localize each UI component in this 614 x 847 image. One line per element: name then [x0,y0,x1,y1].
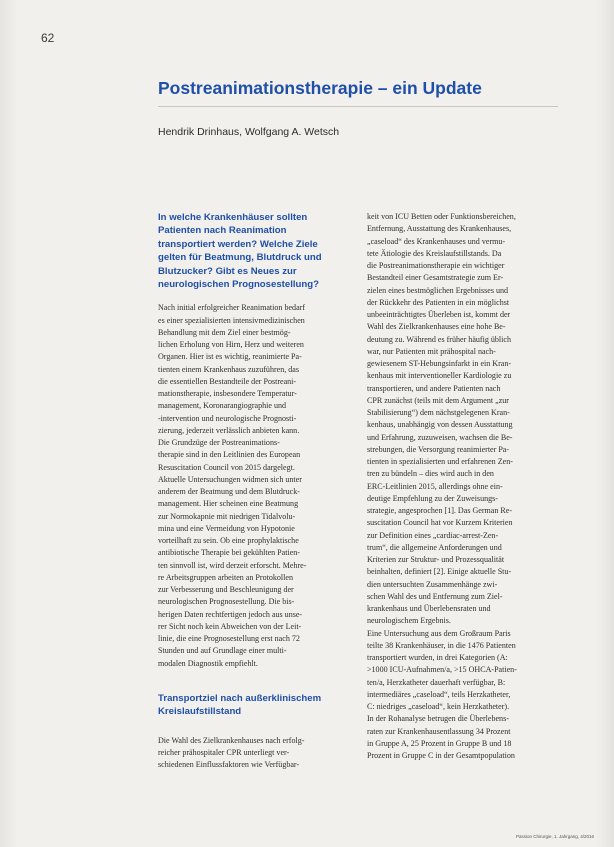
page-number: 62 [41,31,55,45]
section-paragraph [158,735,354,772]
text-line: lichen Erholung von Hirn, Herz und weiteren [158,340,304,350]
text-line: vorteilhaft zu sein. Ob eine prophylaktische [158,536,299,546]
text-line: transportieren, und andere Patienten nach [367,383,501,393]
text-line: dien untersuchten Zusammenhänge zwi- [367,579,498,589]
text-line: in Gruppe A, 25 Prozent in Gruppe B und 18 [367,738,512,748]
article-title: Postreanimationstherapie – ein Update [158,78,482,98]
title-divider [158,106,558,107]
text-line: Transportziel nach außerklinischem [158,692,322,704]
text-line: „caseload“ des Krankenhauses und vermu- [367,236,506,246]
text-line: die essentiellen Bestandteile der Postreani- [158,376,297,386]
text-line: schen Wahl des und Entfernung zum Ziel- [367,591,503,601]
text-line: Organen. Hier ist es wichtig, reanimierte Pa- [158,352,302,362]
text-line: Die Wahl des Zielkrankenhauses nach erfolg- [158,735,305,745]
text-line: reicher prähospitaler CPR unterliegt ver- [158,748,290,757]
text-line: suscitation Council hat vor Kurzem Kriterien [367,518,513,528]
text-line: neurologischem Ergebnis. [367,616,451,626]
text-line: neurologischen Prognosestellung? [158,279,319,291]
text-line: die Postreanimationstherapie ein wichtiger [367,261,505,270]
text-line: zierung, jederzeit verlässlich anbieten kann. [158,425,300,435]
text-line: Resuscitation Council von 2015 dargelegt. [158,462,295,472]
text-line: mina und eine Vermeidung von Hypotonie [158,523,295,533]
text-line: krankenhaus und Überlebensraten und [367,604,491,613]
text-line: Blutzucker? Gibt es Neues zur [158,265,297,277]
text-line: strategie, angesprochen [1]. Das German Re- [367,506,513,515]
text-line: trum“, die allgemeine Anforderungen und [367,542,502,552]
text-line: der Rückkehr des Patienten in ein möglichst [367,297,510,307]
text-line: zur Definition eines „cardiac-arrest-Zen- [367,530,499,540]
text-line: antibiotische Therapie bei gekühlten Patien- [158,548,300,558]
text-line: ERC-Leitlinien 2015, allerdings ohne ein- [367,481,503,491]
intro-paragraph [158,302,354,670]
text-line: ten sinnvoll ist, wird derzeit erforscht. Mehre- [158,560,307,570]
text-line: zur Normokapnie mit niedrigen Tidalvolu- [158,511,296,521]
text-line: Stunden und auf Grundlage einer multi- [158,646,287,656]
text-line: teilte 38 Krankenhäuser, in die 1476 Patienten [367,640,516,650]
text-line: beinhalten, definiert [2]. Einige aktuelle Stu- [367,567,512,577]
text-line: deutung zu. Während es früher häufig üblich [367,334,511,344]
text-line: anderem der Beatmung und dem Blutdruck- [158,487,300,497]
text-line: management, Koronarangiographie und [158,401,287,411]
text-line: Wahl des Zielkrankenhauses eine hohe Be- [367,322,506,332]
text-line: Prozent in Gruppe C in der Gesamtpopulation [367,751,515,760]
left-column [158,211,354,772]
text-line: Die Grundzüge der Postreanimations- [158,438,280,448]
text-line: therapie sind in den Leitlinien des European [158,450,301,460]
text-line: Entfernung, Ausstattung des Krankenhauses, [367,224,512,234]
text-line: Eine Untersuchung aus dem Großraum Paris [367,628,511,638]
text-line: transportiert werden? Welche Ziele [158,238,318,250]
text-line: strebungen, die Versorgung reanimierter Pa- [367,444,510,454]
text-line: unbeeinträchtigtes Überleben ist, kommt der [367,310,511,319]
text-line: kenhaus, unabhängig von dessen Ausstattung [367,420,513,430]
text-line: linie, die eine Prognosestellung erst nach 72 [158,634,300,644]
text-line: In welche Krankenhäuser sollten [158,212,308,223]
text-line: neurologischen Prognosestellung. Die bis- [158,597,295,607]
text-line: -intervention und neurologische Prognosti- [158,413,297,423]
text-line: herigen Daten rechtfertigen jedoch aus unse- [158,609,303,619]
text-line: mationstherapie, insbesondere Temperatur- [158,389,297,399]
text-line: Nach initial erfolgreicher Reanimation bedarf [158,303,306,313]
text-line: In der Rohanalyse betrugen die Überlebens- [367,714,509,724]
text-line: war, nur Patienten mit prähospital nach- [367,346,496,356]
article-authors: Hendrik Drinhaus, Wolfgang A. Wetsch [158,126,340,138]
text-line: und Erfahrung, zuzuweisen, wachsen die Be- [367,432,513,442]
right-column [367,211,562,762]
text-line: gelten für Beatmung, Blutdruck und [158,252,322,264]
text-line: C: niedriges „caseload“, kein Herzkatheter). [367,702,510,711]
text-line: schiedenen Einflussfaktoren wie Verfügbar- [158,760,300,770]
text-line: transportiert wurden, in drei Kategorien (A: [367,653,508,662]
text-line: deutige Empfehlung zu der Zuweisungs- [367,493,498,503]
text-line: zur Verbesserung und Beschleunigung der [158,585,294,595]
text-line: Behandlung mit dem Ziel einer bestmög- [158,327,291,337]
text-line: CPR zunächst (teils mit dem Argument „zur [367,395,509,405]
text-line: >1000 ICU-Aufnahmen/a, >15 OHCA-Patien- [367,665,517,675]
text-line: Patienten nach Reanimation [158,225,287,237]
text-line: gewiesenem ST-Hebungsinfarkt in ein Kran- [367,359,512,368]
text-line: Kreislaufstillstand [158,706,242,718]
text-line: intermediäres „caseload“, teils Herzkatheter, [367,689,511,699]
lead-question [158,211,354,291]
text-line: tienten in spezialisierten und erfahrenen Zen- [367,457,513,466]
text-line: re Arbeitsgruppen arbeiten an Protokollen [158,572,293,582]
text-line: raten zur Krankenhausentlassung 34 Prozent [367,726,511,736]
text-line: Bestandteil einer Gesamtstrategie zum Er- [367,273,504,283]
text-line: management. Hier scheinen eine Beatmung [158,499,299,509]
text-line: tienten einem Krankenhaus zuzuführen, das [158,364,299,374]
text-line: tren zu bündeln – dies wird auch in den [367,469,494,479]
text-line: zielen eines bestmöglichen Ergebnisses und [367,285,509,295]
text-line: ten/a, Herzkatheter dauerhaft verfügbar, B: [367,677,506,687]
section-heading [158,692,354,719]
text-line: Aktuelle Untersuchungen widmen sich unter [158,474,302,484]
text-line: kenhaus mit interventioneller Kardiologie zu [367,371,512,381]
text-line: es einer spezialisierten intensivmedizinischen [158,315,305,325]
text-line: Stabilisierung“) dem nächstgelegenen Kran- [367,408,510,417]
text-line: rer Sicht noch kein Abweichen von der Leit- [158,621,302,631]
text-line: keit von ICU Betten oder Funktionsbereichen, [367,212,516,221]
page-footer: Passion Chirurgie, 1. Jahrgang, 4/2016 [515,834,594,839]
text-line: Kriterien zur Struktur- und Prozessqualität [367,555,505,564]
text-line: modalen Diagnostik empfiehlt. [158,658,258,668]
text-line: tete Ätiologie des Kreislaufstillstands. Da [367,248,502,258]
